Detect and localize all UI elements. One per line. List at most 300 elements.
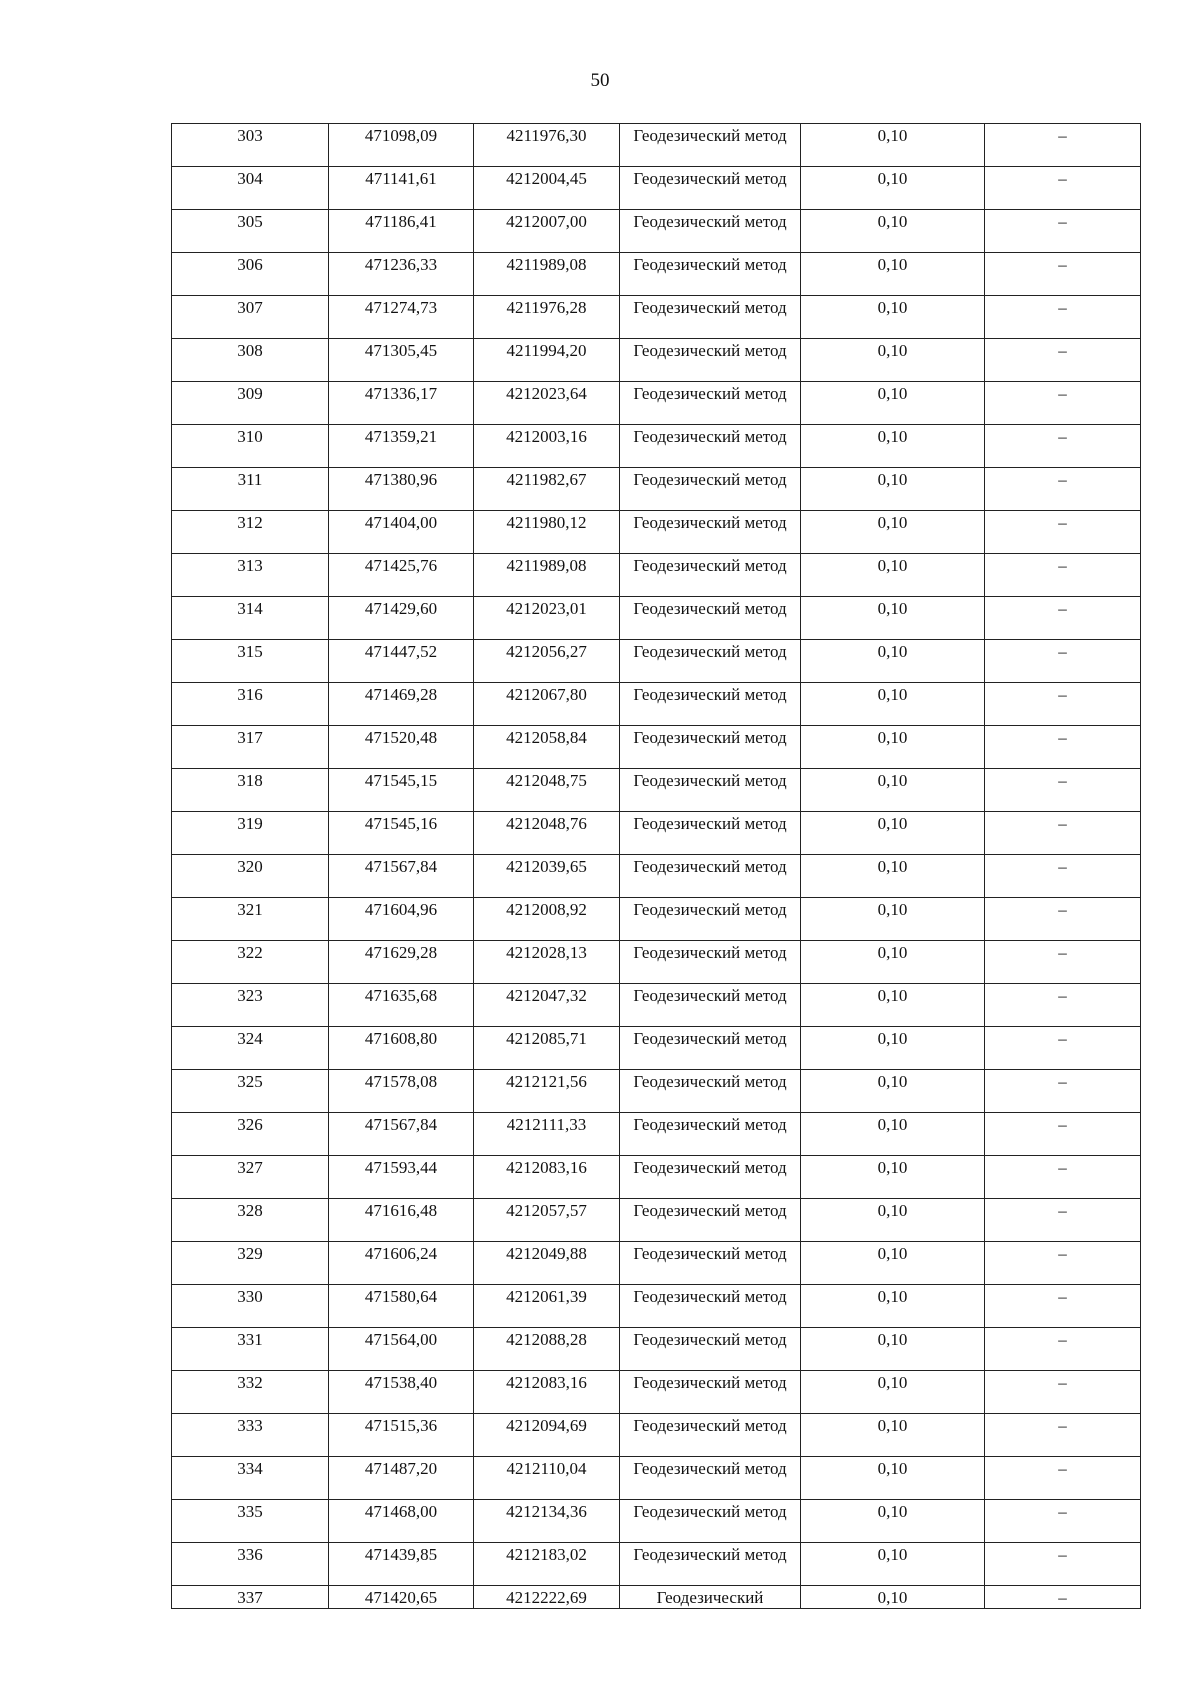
coord-x-cell — [329, 984, 474, 1027]
coord-y-cell — [474, 1242, 620, 1285]
point-number-cell — [172, 511, 329, 554]
table-row — [172, 769, 1141, 812]
point-number-cell — [172, 382, 329, 425]
accuracy-cell-text: 0,10 — [877, 814, 908, 833]
coord-y-cell-text: 4212057,57 — [506, 1201, 587, 1220]
point-number-cell-text: 336 — [237, 1545, 263, 1564]
point-number-cell-text: 328 — [237, 1201, 263, 1220]
method-cell-text: Геодезический метод — [633, 986, 787, 1005]
accuracy-cell — [801, 1586, 985, 1609]
accuracy-cell — [801, 812, 985, 855]
coord-x-cell-text: 471439,85 — [364, 1545, 438, 1564]
accuracy-cell-text: 0,10 — [877, 1502, 908, 1521]
point-number-cell-text: 317 — [237, 728, 263, 747]
table-row — [172, 382, 1141, 425]
accuracy-cell — [801, 296, 985, 339]
coord-x-cell — [329, 253, 474, 296]
accuracy-cell — [801, 1156, 985, 1199]
table-row — [172, 726, 1141, 769]
coord-x-cell — [329, 812, 474, 855]
coord-y-cell — [474, 554, 620, 597]
method-cell-text: Геодезический метод — [633, 685, 787, 704]
note-cell — [985, 1543, 1141, 1586]
coord-y-cell — [474, 1070, 620, 1113]
note-cell — [985, 640, 1141, 683]
note-cell-text: – — [1058, 1029, 1067, 1048]
note-cell-text: – — [1058, 1330, 1067, 1349]
accuracy-cell — [801, 1285, 985, 1328]
note-cell-text: – — [1058, 986, 1067, 1005]
coord-y-cell-text: 4212023,01 — [506, 599, 587, 618]
accuracy-cell-text: 0,10 — [877, 427, 908, 446]
note-cell-text: – — [1058, 1545, 1067, 1564]
coord-x-cell — [329, 339, 474, 382]
accuracy-cell-text: 0,10 — [877, 1072, 908, 1091]
table-row — [172, 1371, 1141, 1414]
point-number-cell — [172, 941, 329, 984]
coord-x-cell — [329, 726, 474, 769]
point-number-cell — [172, 1414, 329, 1457]
coord-x-cell-text: 471608,80 — [364, 1029, 438, 1048]
coord-y-cell — [474, 812, 620, 855]
coord-x-cell-text: 471098,09 — [364, 126, 438, 145]
accuracy-cell — [801, 726, 985, 769]
coord-y-cell — [474, 898, 620, 941]
point-number-cell-text: 313 — [237, 556, 263, 575]
coord-y-cell-text: 4212094,69 — [506, 1416, 587, 1435]
accuracy-cell-text: 0,10 — [877, 298, 908, 317]
coord-x-cell-text: 471380,96 — [364, 470, 438, 489]
coord-x-cell — [329, 1371, 474, 1414]
method-cell-text: Геодезический — [656, 1588, 764, 1607]
point-number-cell — [172, 898, 329, 941]
table-row — [172, 898, 1141, 941]
note-cell — [985, 597, 1141, 640]
accuracy-cell — [801, 898, 985, 941]
accuracy-cell — [801, 1414, 985, 1457]
method-cell — [620, 1242, 801, 1285]
method-cell-text: Геодезический метод — [633, 771, 787, 790]
coord-x-cell — [329, 1414, 474, 1457]
note-cell — [985, 1586, 1141, 1609]
coord-x-cell-text: 471305,45 — [364, 341, 438, 360]
coord-x-cell-text: 471274,73 — [364, 298, 438, 317]
point-number-cell-text: 337 — [237, 1588, 263, 1607]
point-number-cell — [172, 812, 329, 855]
coord-x-cell-text: 471616,48 — [364, 1201, 438, 1220]
table-row — [172, 941, 1141, 984]
accuracy-cell-text: 0,10 — [877, 470, 908, 489]
coord-y-cell — [474, 941, 620, 984]
coord-y-cell-text: 4212121,56 — [506, 1072, 587, 1091]
point-number-cell — [172, 1156, 329, 1199]
method-cell-text: Геодезический метод — [633, 470, 787, 489]
note-cell — [985, 1371, 1141, 1414]
point-number-cell — [172, 984, 329, 1027]
method-cell-text: Геодезический метод — [633, 1029, 787, 1048]
point-number-cell-text: 332 — [237, 1373, 263, 1392]
note-cell-text: – — [1058, 341, 1067, 360]
note-cell — [985, 1199, 1141, 1242]
table-row — [172, 683, 1141, 726]
method-cell-text: Геодезический метод — [633, 384, 787, 403]
method-cell-text: Геодезический метод — [633, 1244, 787, 1263]
method-cell-text: Геодезический метод — [633, 900, 787, 919]
coord-x-cell — [329, 382, 474, 425]
point-number-cell-text: 305 — [237, 212, 263, 231]
coord-y-cell-text: 4212028,13 — [506, 943, 587, 962]
table-row — [172, 1113, 1141, 1156]
method-cell-text: Геодезический метод — [633, 1373, 787, 1392]
coord-y-cell — [474, 984, 620, 1027]
point-number-cell — [172, 1113, 329, 1156]
coord-y-cell-text: 4212111,33 — [506, 1115, 587, 1134]
coord-y-cell — [474, 1113, 620, 1156]
accuracy-cell — [801, 769, 985, 812]
coord-x-cell-text: 471593,44 — [364, 1158, 438, 1177]
table-row — [172, 296, 1141, 339]
table-row — [172, 1586, 1141, 1609]
note-cell-text: – — [1058, 771, 1067, 790]
table-row — [172, 640, 1141, 683]
method-cell — [620, 769, 801, 812]
accuracy-cell-text: 0,10 — [877, 212, 908, 231]
point-number-cell-text: 322 — [237, 943, 263, 962]
point-number-cell-text: 323 — [237, 986, 263, 1005]
point-number-cell — [172, 1543, 329, 1586]
method-cell — [620, 941, 801, 984]
note-cell — [985, 769, 1141, 812]
note-cell-text: – — [1058, 1459, 1067, 1478]
coord-y-cell — [474, 1285, 620, 1328]
table-row — [172, 1242, 1141, 1285]
coord-x-cell — [329, 1457, 474, 1500]
point-number-cell — [172, 1457, 329, 1500]
accuracy-cell — [801, 640, 985, 683]
accuracy-cell-text: 0,10 — [877, 771, 908, 790]
note-cell — [985, 1457, 1141, 1500]
note-cell — [985, 468, 1141, 511]
method-cell-text: Геодезический метод — [633, 427, 787, 446]
point-number-cell-text: 304 — [237, 169, 263, 188]
coord-y-cell — [474, 296, 620, 339]
method-cell-text: Геодезический метод — [633, 513, 787, 532]
accuracy-cell-text: 0,10 — [877, 341, 908, 360]
table-row — [172, 984, 1141, 1027]
coord-x-cell-text: 471141,61 — [365, 169, 437, 188]
accuracy-cell-text: 0,10 — [877, 1416, 908, 1435]
coord-y-cell — [474, 1457, 620, 1500]
coord-y-cell — [474, 1586, 620, 1609]
coord-x-cell-text: 471545,16 — [364, 814, 438, 833]
accuracy-cell-text: 0,10 — [877, 1287, 908, 1306]
note-cell-text: – — [1058, 728, 1067, 747]
table-row — [172, 1457, 1141, 1500]
coord-x-cell-text: 471336,17 — [364, 384, 438, 403]
note-cell — [985, 1070, 1141, 1113]
note-cell-text: – — [1058, 427, 1067, 446]
method-cell — [620, 1500, 801, 1543]
coord-x-cell — [329, 1070, 474, 1113]
accuracy-cell-text: 0,10 — [877, 943, 908, 962]
accuracy-cell — [801, 1500, 985, 1543]
table-row — [172, 1027, 1141, 1070]
point-number-cell — [172, 425, 329, 468]
method-cell-text: Геодезический метод — [633, 814, 787, 833]
table-row — [172, 812, 1141, 855]
coord-x-cell — [329, 1027, 474, 1070]
method-cell — [620, 124, 801, 167]
point-number-cell-text: 326 — [237, 1115, 263, 1134]
note-cell-text: – — [1058, 1373, 1067, 1392]
method-cell-text: Геодезический метод — [633, 728, 787, 747]
method-cell — [620, 296, 801, 339]
coord-y-cell-text: 4212083,16 — [506, 1373, 587, 1392]
point-number-cell — [172, 554, 329, 597]
coord-x-cell — [329, 1156, 474, 1199]
point-number-cell-text: 316 — [237, 685, 263, 704]
coord-y-cell-text: 4212183,02 — [506, 1545, 587, 1564]
note-cell — [985, 1414, 1141, 1457]
point-number-cell-text: 331 — [237, 1330, 263, 1349]
method-cell-text: Геодезический метод — [633, 1287, 787, 1306]
coord-y-cell-text: 4212047,32 — [506, 986, 587, 1005]
note-cell-text: – — [1058, 1416, 1067, 1435]
method-cell — [620, 726, 801, 769]
coord-y-cell — [474, 210, 620, 253]
method-cell — [620, 597, 801, 640]
table-row — [172, 855, 1141, 898]
point-number-cell-text: 329 — [237, 1244, 263, 1263]
note-cell — [985, 1027, 1141, 1070]
coord-x-cell — [329, 1199, 474, 1242]
point-number-cell — [172, 683, 329, 726]
note-cell — [985, 167, 1141, 210]
coord-x-cell — [329, 296, 474, 339]
method-cell-text: Геодезический метод — [633, 298, 787, 317]
note-cell-text: – — [1058, 1588, 1067, 1607]
coord-y-cell-text: 4212222,69 — [506, 1588, 587, 1607]
coord-x-cell — [329, 167, 474, 210]
coord-y-cell — [474, 1500, 620, 1543]
point-number-cell — [172, 296, 329, 339]
note-cell — [985, 984, 1141, 1027]
coord-y-cell-text: 4212058,84 — [506, 728, 587, 747]
note-cell — [985, 1285, 1141, 1328]
coord-x-cell-text: 471487,20 — [364, 1459, 438, 1478]
note-cell-text: – — [1058, 169, 1067, 188]
accuracy-cell — [801, 124, 985, 167]
coordinates-table — [171, 123, 1141, 1609]
coord-y-cell-text: 4211976,28 — [506, 298, 587, 317]
method-cell-text: Геодезический метод — [633, 1115, 787, 1134]
coord-y-cell-text: 4212056,27 — [506, 642, 587, 661]
accuracy-cell — [801, 1371, 985, 1414]
note-cell-text: – — [1058, 255, 1067, 274]
coord-y-cell — [474, 382, 620, 425]
accuracy-cell — [801, 1457, 985, 1500]
accuracy-cell-text: 0,10 — [877, 1244, 908, 1263]
method-cell-text: Геодезический метод — [633, 1502, 787, 1521]
method-cell — [620, 167, 801, 210]
point-number-cell-text: 324 — [237, 1029, 263, 1048]
note-cell — [985, 1328, 1141, 1371]
note-cell-text: – — [1058, 857, 1067, 876]
coord-x-cell — [329, 1543, 474, 1586]
coord-x-cell — [329, 898, 474, 941]
method-cell — [620, 339, 801, 382]
note-cell-text: – — [1058, 1502, 1067, 1521]
coord-y-cell-text: 4212023,64 — [506, 384, 587, 403]
coord-y-cell — [474, 468, 620, 511]
coord-y-cell — [474, 253, 620, 296]
method-cell — [620, 382, 801, 425]
point-number-cell — [172, 726, 329, 769]
accuracy-cell-text: 0,10 — [877, 1029, 908, 1048]
method-cell-text: Геодезический метод — [633, 341, 787, 360]
accuracy-cell — [801, 597, 985, 640]
coord-y-cell-text: 4212004,45 — [506, 169, 587, 188]
note-cell-text: – — [1058, 1072, 1067, 1091]
coord-x-cell-text: 471629,28 — [364, 943, 438, 962]
note-cell — [985, 898, 1141, 941]
accuracy-cell-text: 0,10 — [877, 1115, 908, 1134]
point-number-cell-text: 320 — [237, 857, 263, 876]
coord-x-cell — [329, 1113, 474, 1156]
point-number-cell — [172, 468, 329, 511]
method-cell — [620, 253, 801, 296]
coord-y-cell-text: 4212083,16 — [506, 1158, 587, 1177]
table-row — [172, 1328, 1141, 1371]
method-cell-text: Геодезический метод — [633, 1201, 787, 1220]
note-cell — [985, 683, 1141, 726]
coord-y-cell — [474, 425, 620, 468]
accuracy-cell-text: 0,10 — [877, 986, 908, 1005]
coord-y-cell-text: 4212067,80 — [506, 685, 587, 704]
point-number-cell-text: 315 — [237, 642, 263, 661]
accuracy-cell — [801, 1242, 985, 1285]
accuracy-cell — [801, 210, 985, 253]
note-cell-text: – — [1058, 1158, 1067, 1177]
point-number-cell-text: 312 — [237, 513, 263, 532]
method-cell — [620, 640, 801, 683]
coord-x-cell-text: 471469,28 — [364, 685, 438, 704]
note-cell — [985, 382, 1141, 425]
coord-x-cell-text: 471538,40 — [364, 1373, 438, 1392]
note-cell-text: – — [1058, 513, 1067, 532]
coord-x-cell-text: 471580,64 — [364, 1287, 438, 1306]
coord-x-cell-text: 471186,41 — [365, 212, 437, 231]
coord-x-cell — [329, 640, 474, 683]
method-cell-text: Геодезический метод — [633, 212, 787, 231]
accuracy-cell-text: 0,10 — [877, 255, 908, 274]
coord-y-cell-text: 4211976,30 — [506, 126, 587, 145]
method-cell — [620, 425, 801, 468]
point-number-cell-text: 303 — [237, 126, 263, 145]
accuracy-cell — [801, 1199, 985, 1242]
point-number-cell-text: 335 — [237, 1502, 263, 1521]
coord-y-cell — [474, 124, 620, 167]
method-cell-text: Геодезический метод — [633, 169, 787, 188]
coord-x-cell — [329, 855, 474, 898]
coord-y-cell-text: 4211989,08 — [506, 255, 587, 274]
method-cell — [620, 855, 801, 898]
method-cell — [620, 1371, 801, 1414]
method-cell — [620, 1586, 801, 1609]
point-number-cell — [172, 210, 329, 253]
coord-y-cell — [474, 640, 620, 683]
method-cell-text: Геодезический метод — [633, 642, 787, 661]
note-cell-text: – — [1058, 556, 1067, 575]
coord-y-cell — [474, 339, 620, 382]
coord-x-cell — [329, 1500, 474, 1543]
note-cell — [985, 1156, 1141, 1199]
point-number-cell — [172, 1500, 329, 1543]
point-number-cell — [172, 1199, 329, 1242]
coord-x-cell — [329, 769, 474, 812]
coord-y-cell — [474, 726, 620, 769]
note-cell — [985, 726, 1141, 769]
point-number-cell — [172, 1242, 329, 1285]
point-number-cell — [172, 1586, 329, 1609]
coord-y-cell-text: 4212061,39 — [506, 1287, 587, 1306]
point-number-cell-text: 306 — [237, 255, 263, 274]
point-number-cell-text: 319 — [237, 814, 263, 833]
point-number-cell — [172, 769, 329, 812]
note-cell-text: – — [1058, 212, 1067, 231]
method-cell — [620, 683, 801, 726]
accuracy-cell — [801, 511, 985, 554]
method-cell-text: Геодезический метод — [633, 1545, 787, 1564]
table-row — [172, 1414, 1141, 1457]
method-cell — [620, 1070, 801, 1113]
accuracy-cell — [801, 339, 985, 382]
note-cell — [985, 1500, 1141, 1543]
table-row — [172, 210, 1141, 253]
accuracy-cell-text: 0,10 — [877, 384, 908, 403]
coord-y-cell — [474, 1156, 620, 1199]
accuracy-cell-text: 0,10 — [877, 1373, 908, 1392]
accuracy-cell — [801, 425, 985, 468]
accuracy-cell — [801, 1543, 985, 1586]
accuracy-cell-text: 0,10 — [877, 556, 908, 575]
table-row — [172, 253, 1141, 296]
coord-x-cell-text: 471635,68 — [364, 986, 438, 1005]
coord-y-cell — [474, 597, 620, 640]
method-cell-text: Геодезический метод — [633, 1459, 787, 1478]
coord-y-cell-text: 4212085,71 — [506, 1029, 587, 1048]
accuracy-cell-text: 0,10 — [877, 685, 908, 704]
method-cell — [620, 1156, 801, 1199]
point-number-cell-text: 309 — [237, 384, 263, 403]
coord-x-cell-text: 471420,65 — [364, 1588, 438, 1607]
table-row — [172, 1070, 1141, 1113]
coord-y-cell — [474, 1543, 620, 1586]
method-cell — [620, 511, 801, 554]
coord-x-cell — [329, 1285, 474, 1328]
coord-x-cell-text: 471604,96 — [364, 900, 438, 919]
coord-y-cell-text: 4212048,75 — [506, 771, 587, 790]
accuracy-cell-text: 0,10 — [877, 1158, 908, 1177]
method-cell — [620, 554, 801, 597]
coord-x-cell-text: 471578,08 — [364, 1072, 438, 1091]
table-row — [172, 124, 1141, 167]
note-cell — [985, 339, 1141, 382]
accuracy-cell — [801, 1027, 985, 1070]
coord-x-cell-text: 471564,00 — [364, 1330, 438, 1349]
coord-x-cell-text: 471359,21 — [364, 427, 438, 446]
coord-x-cell-text: 471236,33 — [364, 255, 438, 274]
